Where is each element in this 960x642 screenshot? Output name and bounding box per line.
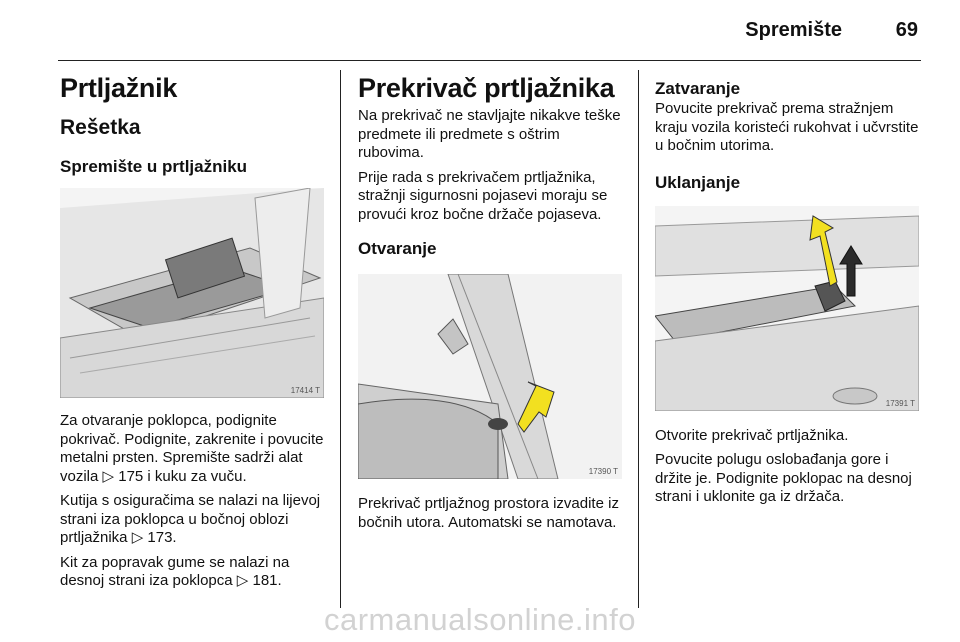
- column-divider-1: [340, 70, 341, 608]
- paragraph: Otvorite prekrivač prtljažnika.: [655, 426, 849, 444]
- header-divider: [58, 60, 921, 61]
- figure-number: 17414 T: [290, 386, 320, 395]
- watermark: carmanualsonline.info: [323, 602, 637, 637]
- page-header-title: Spremište: [745, 19, 842, 41]
- subheading-uklanjanje: Uklanjanje: [655, 172, 741, 192]
- column-1: [60, 72, 324, 591]
- cover-removal-illustration: [655, 206, 919, 411]
- paragraph: Na prekrivač ne stavljajte nikakve teške predmete ili predmete s oštrim rubovima.: [358, 107, 621, 161]
- figure-number: 17391 T: [885, 398, 915, 408]
- page-number: 69: [895, 19, 918, 41]
- figure-storage-compartment: [60, 188, 324, 398]
- subheading-otvaranje: Otvaranje: [358, 239, 437, 258]
- paragraph: Kit za popravak gume se nalazi na desnoj strani iza poklopca ▷ 181.: [60, 553, 290, 589]
- column-2: [358, 72, 622, 532]
- subheading-zatvaranje: Zatvaranje: [655, 79, 741, 98]
- figure-cover-removal: [655, 206, 919, 411]
- column-divider-2: [638, 70, 639, 608]
- figure-cover-opening: [358, 274, 622, 479]
- paragraph: Povucite prekrivač prema stražnjem kraju vozila koristeći rukohvat i učvrstite u bočnim utorima.: [655, 100, 919, 154]
- paragraph: Prekrivač prtljažnog prostora izvadite iz bočnih utora. Automatski se namotava.: [358, 495, 619, 531]
- subheading-reseta: Rešetka: [60, 116, 141, 139]
- paragraph: Kutija s osiguračima se nalazi na lijevoj strani iza poklopca u bočnoj oblozi prtljažnika ▷ 173.: [60, 492, 321, 546]
- paragraph: Za otvaranje poklopca, podignite pokrivač. Podignite, zakrenite i povucite metalni prsten. Spremište sadrži alat vozila ▷ 175 i kuku za vuču.: [60, 412, 324, 485]
- section-heading-prtljaznik: Prtljažnik: [60, 73, 178, 103]
- storage-compartment-illustration: [60, 188, 324, 398]
- paragraph: Povucite polugu oslobađanja gore i držite je. Podignite poklopac na desnoj strani i uklonite ga iz držača.: [655, 451, 912, 505]
- figure-number: 17390 T: [588, 467, 618, 476]
- cover-opening-illustration: [358, 274, 622, 479]
- subheading-spremiste: Spremište u prtljažniku: [60, 157, 248, 176]
- section-heading-prekrivac: Prekrivač prtljažnika: [358, 73, 615, 103]
- paragraph: Prije rada s prekrivačem prtljažnika, stražnji sigurnosni pojasevi moraju se provući kroz bočne držače pojaseva.: [358, 168, 608, 223]
- column-3: [655, 72, 919, 507]
